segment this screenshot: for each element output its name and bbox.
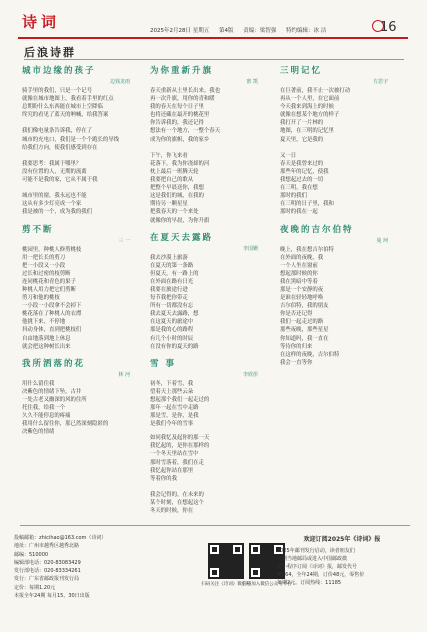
poem-line: 那时雪落着，我们在走 (150, 459, 204, 466)
poem-line: 我忆起你站在那里 (150, 467, 194, 474)
poem-line (280, 144, 398, 152)
subscription-notice (277, 536, 407, 587)
poem-line: 我去沙漠上旅游 (150, 254, 188, 261)
subscription-line: 可到当地邮局或进入中国邮政微 (277, 556, 348, 563)
poem-line: 在巨著前，我不止一次被打动 (280, 88, 351, 94)
poem-line: 就会把这种树长出来 (22, 343, 71, 350)
poem-line: 我是被的一个，成为我的我们 (22, 209, 93, 216)
poem-line: 我想起过去的一切 (280, 177, 324, 184)
section-rule (24, 59, 404, 60)
footer-line: 邮编：510000 (14, 551, 49, 558)
poem-title: 在夏天去露路 (150, 232, 214, 243)
poem-line (22, 119, 140, 127)
poem-line: 城市的充电口，我们是一个个跑长的导线 (22, 136, 120, 143)
poem-line: 再一次升旗，用你的青和暖 (150, 96, 215, 103)
poem-line: 枕上最后一班腾天轮 (150, 168, 199, 175)
poem-line: 又一日 (280, 152, 297, 159)
edition-number: 第4版 (219, 28, 234, 34)
masthead (0, 0, 427, 40)
poem-title: 夜晚的吉尔伯特 (280, 224, 354, 235)
footer-line: 发行部电话：020-83334261 (14, 568, 81, 575)
poem-line: 把一小段又一小段 (22, 262, 66, 269)
poem-line (150, 483, 268, 491)
poem-line: 冬天的时候，你在 (150, 508, 194, 515)
editor-credit: 责编：梁智强 (243, 28, 277, 34)
poem-line: 想起那时候的你 (280, 270, 318, 277)
poem-line: 下午，你飞来看 (150, 152, 188, 159)
poem-title: 雪 事 (150, 358, 176, 369)
poem-line: 我打开了一片林的 (280, 120, 324, 127)
poem-line: 我会记得的，在未来的 (150, 491, 204, 498)
poem-line: 城市里的窗，我永远也不能 (22, 193, 87, 200)
poem-line: 在三明的日子里，我和 (280, 201, 334, 208)
poem-line: 我的春天在每个日子里 (150, 104, 204, 111)
poem-title: 为你重新升旗 (150, 66, 214, 76)
poem-line: 这是我们的城，在我的 (150, 193, 204, 200)
poem-line (150, 144, 268, 152)
poem-line: 等着你的我 (150, 475, 177, 482)
poem-line: 期待另一颗星星 (150, 201, 188, 208)
poem-line: 所有一切都没有忘 (150, 303, 194, 310)
poem-line: 在夏天的第一条路 (150, 262, 194, 269)
poem-author: 李国姗 (242, 245, 258, 252)
poem-line: 那些年的记忆，使我 (280, 168, 329, 175)
header-rule (18, 37, 408, 39)
subscription-line: 每期2元。订阅热线：11185 (277, 580, 342, 587)
poem-line: 每节我把你带走 (150, 295, 188, 302)
poem-author: 甯 凯 (246, 79, 258, 85)
poem-line: 吉尔伯特，我的朋友 (280, 303, 329, 310)
newspaper-logo: 诗词 (22, 13, 61, 31)
poem-line: 他挑下来，不停地 (22, 319, 66, 326)
poem-line: 骑手里的我们，只是一个记号 (22, 88, 93, 94)
poem-line: 今天我来到海上的时候 (280, 104, 334, 111)
poem-line: 那是一个安静的夜 (280, 286, 324, 293)
issue-info (150, 26, 334, 34)
poem-line: 你知道吗，我一直在 (280, 335, 329, 342)
poem-line: 某个时刻，在想起这个 (150, 500, 204, 507)
poem-line: 是谁在轻轻地呼唤 (280, 295, 324, 302)
poem-line (22, 152, 140, 160)
poem-line: 在外面在路有日光 (150, 278, 194, 285)
poem-line: 等待你的归来 (280, 343, 313, 350)
poem-author: 曼 珂 (376, 237, 388, 244)
poem-line: 望着天上那些云朵 (150, 388, 194, 395)
poem-line: 过长和过密的枝剪断 (22, 270, 71, 277)
poem-title: 剪不断 (22, 224, 54, 235)
footer-line: 本报全年24期 每月15、30日出版 (14, 593, 90, 600)
poem-line: 我用什么留住你，那已然深刻隐匿的 (22, 421, 109, 428)
poem-line: 那年一起在雪中走路 (150, 405, 199, 411)
poem-line: 地图，在三明的记忆里 (280, 128, 334, 135)
poem-line: 一小段一小段拿不会掉下 (22, 303, 82, 310)
poem-line: 你告诉我的，我还记得 (150, 120, 204, 127)
poem-line: 想起那个我们一起走过的 (150, 396, 210, 403)
column-1 (22, 64, 140, 436)
poem-line: 在三明，我在想 (280, 185, 318, 192)
poem-line: 一个人坐在窗前 (280, 262, 318, 269)
footer-contact-info (14, 534, 184, 600)
poem-title: 三明记忆 (280, 66, 323, 76)
poem-line: 桃花落在了种桃人的衣襟 (22, 311, 82, 318)
poem-line: 再从一个人里，在它面前 (280, 96, 340, 103)
poem-line: 我去夏天去露路，想 (150, 311, 199, 318)
poem-line: 那是雪，是你，是我 (150, 413, 199, 420)
poem-line: 一个冬天里站在雪中 (150, 451, 199, 458)
subscription-line: 信小程序订阅《诗词》报，邮发代号 (277, 564, 358, 571)
footer-line: 地址：广州市越秀区越秀北路 (14, 543, 80, 550)
poem-line: 夏天里，它是我的 (280, 136, 324, 143)
proof-credit: 特约编辑：冰 洁 (286, 28, 327, 34)
footer-line: 定价：每期1.20元 (14, 584, 56, 591)
poem-line: 用一把长长的剪刀 (22, 254, 66, 261)
poem-line: 我在黑暗中等着 (280, 278, 318, 285)
poem-line: 在外面的夜晚，我 (280, 254, 324, 261)
poem-line: 如同我忆及起你的那一天 (150, 435, 210, 442)
poem-line: 成为你的旗帜，我的家乡 (150, 136, 210, 143)
poem-line: 剪刀和他的桃枝 (22, 295, 60, 302)
poem-line: 把我春天的一个来处 (150, 209, 199, 216)
poem-line: 我要在旅途行进 (150, 286, 188, 293)
column-2 (150, 64, 268, 515)
poem-line: 连同桃花和青色的果子 (22, 278, 76, 285)
subscription-title: 欢迎订阅2025年《诗词》报 (303, 536, 381, 543)
footer-line: 发行：广东省邮政报刊发行局 (14, 576, 80, 583)
poem-line: 那是我的心的路程 (150, 327, 194, 334)
poem-line: 托住我，给我一个 (22, 405, 66, 411)
poem-line: 这从有多少灯亮成一个家 (22, 201, 82, 208)
poem-line: 在没有你的夏天的路 (150, 343, 199, 350)
poem-line: 春天重新从土里长出来。我也 (150, 88, 221, 94)
poem-line: 没有位置的人，无期的流离 (22, 168, 87, 175)
poem-line: 但夏天，有一路上的 (150, 270, 199, 277)
poem-line: 在这夏天的旅途中 (150, 319, 194, 326)
poem-line: 花落下，我为你浇却的河 (150, 160, 210, 167)
poem-line: 自由地落到地上休息 (22, 335, 71, 342)
poem-line: 久久不能停息的疼痛 (22, 413, 71, 420)
poem-line: 初冬，下着雪，我 (150, 380, 194, 387)
poem-line: 把整个早晨送你，我想 (150, 185, 204, 192)
poem-line: 有几个小时的时辰 (150, 335, 194, 342)
poem-line: 你是否还记得 (280, 311, 313, 318)
poem-line: 决紫色的情绪 (22, 429, 55, 436)
poem-line: 是我们今年的雪事 (150, 421, 194, 428)
qr-wechat-label: 扫码关注《诗词》微信号 (201, 582, 251, 587)
poem-line: 那时的我们 (280, 193, 307, 200)
poem-line: 我们一起走过的路 (280, 319, 324, 326)
poem-line: 一处古老又幽深的风的住所 (22, 396, 87, 403)
poem-line: 晚上，我在想吉尔伯特 (280, 246, 334, 253)
poem-line: 我忆起的，是你在那样的 (150, 443, 210, 450)
poem-line: 给我们方向，使我们感受到存在 (22, 144, 98, 151)
poem-line: 用什么留住我 (22, 380, 55, 387)
poem-line: 就像在城市地图上，我看着手里的红点 (22, 96, 114, 103)
poem-author: 李欣彤 (242, 371, 258, 378)
poem-line: 在这样的夜晚，吉尔伯特 (280, 351, 340, 358)
poem-line (22, 184, 140, 192)
poem-line: 终究的看见了蓝天的呐喊，给我答案 (22, 112, 109, 119)
poem-line: 那些夜晚，那些星星 (280, 327, 329, 334)
poem-line: 我要思考：我属于哪里？ (22, 160, 82, 167)
poem-line: 决紫色的情绪下坠，古井 (22, 388, 82, 395)
poem-title: 城市边缘的孩子 (22, 66, 96, 76)
subscription-line: 2025年邮刊发行启动，读者朋友们 (277, 548, 355, 554)
poem-line: 可能不是我的家，它从不属于我 (22, 177, 98, 184)
issue-date: 2025年2月28日 星期五 (150, 28, 210, 34)
footer-line: 编辑部电话：020-83083429 (14, 559, 81, 566)
subscription-line: 45-64，全年24期，订价48元，零售价 (277, 572, 365, 579)
qr-code-wechat-icon[interactable] (208, 543, 244, 579)
poem-line: 种桃人用力把它们剪断 (22, 286, 76, 293)
poem-line: 总期盼什么东西能在城市上空降临 (22, 104, 103, 111)
footer-line: 投稿邮箱：zhicihao@163.com（诗词） (14, 535, 107, 541)
poem-title: 我所洒落的花 (22, 358, 86, 369)
poem-line: 抖动身体，直到把桃枝们 (22, 327, 82, 334)
poem-line: 就像在想某个地方的样子 (280, 112, 340, 119)
column-3 (280, 64, 398, 367)
page-number: 16 (380, 20, 397, 35)
poem-line: 也将还藏在最开的桃花里 (150, 112, 210, 119)
poem-author: 林 河 (118, 371, 130, 378)
poem-author: 三 一 (118, 237, 130, 244)
poem-line: 春天是我曾来过的 (280, 160, 324, 167)
poem-line: 我要把自己的歌从 (150, 177, 194, 184)
poem-line: 桃园里，种桃人修剪桃枝 (22, 246, 82, 253)
poem-author: 边钱龙雨 (109, 79, 130, 85)
poem-line: 我们像电量条告诉我，停在了 (22, 128, 93, 135)
poem-author: 方思宇 (372, 79, 388, 85)
poem-line: 就像你的早晨，为你升旗 (150, 217, 210, 224)
poem-line: 那时的我在一起 (280, 209, 318, 216)
section-title: 后浪诗群 (24, 46, 76, 59)
poem-line: 想法有一个地方，一整个春天 (150, 128, 221, 135)
poem-line: 我会一直等你 (280, 359, 313, 366)
qr-account-label: 扫码加入微信公众号平台 (242, 582, 292, 587)
